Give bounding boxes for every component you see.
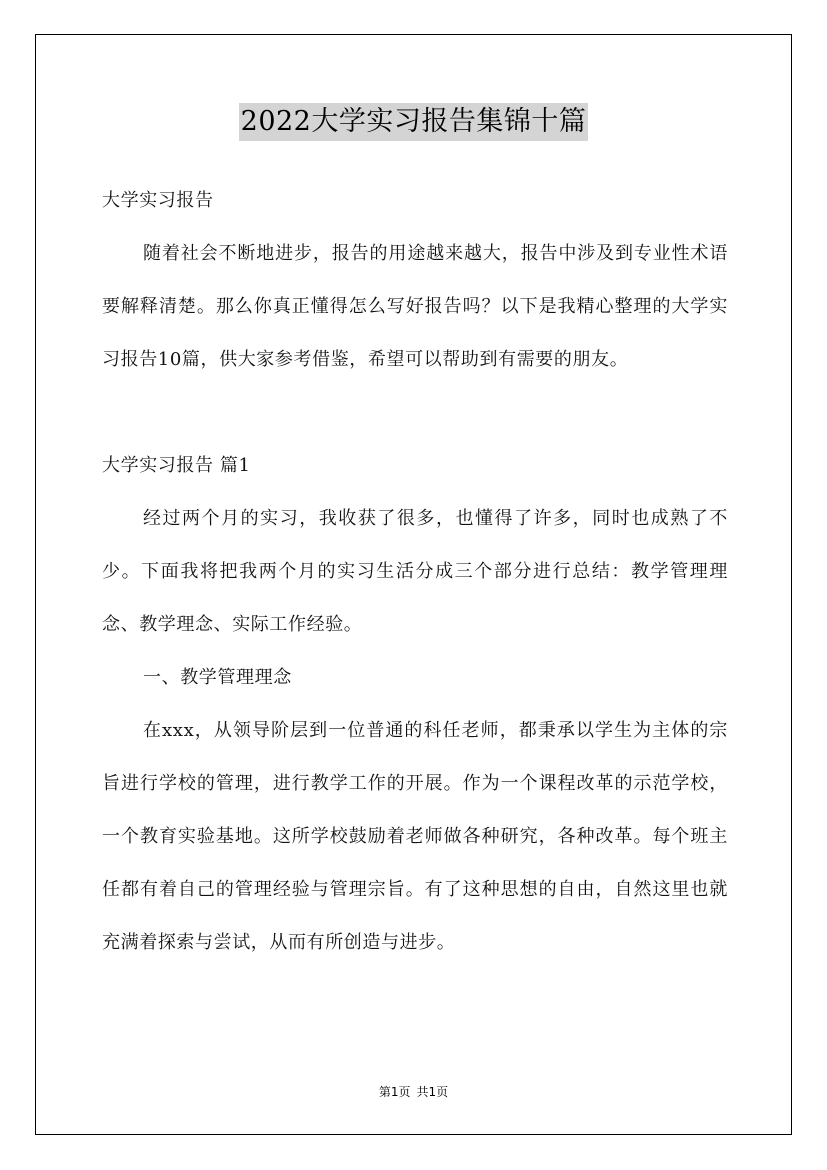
document-body [102, 174, 728, 969]
page-footer [0, 1083, 827, 1101]
section-heading: 大学实习报告 篇1 [102, 455, 251, 476]
document-title: 2022大学实习报告集锦十篇 [239, 103, 589, 141]
title-container [0, 103, 827, 141]
intro-paragraph: 随着社会不断地进步，报告的用途越来越大，报告中涉及到专业性术语要解释清楚。那么你真正懂得怎么写好报告吗？以下是我精心整理的大学实习报告10篇，供大家参考借鉴，希望可以帮助到有需要的朋友。 [102, 243, 728, 370]
page-number: 第1页 [378, 1085, 411, 1099]
subheading-teaching-management: 一、教学管理理念 [143, 667, 292, 688]
page-total: 共1页 [416, 1085, 449, 1099]
intro-heading: 大学实习报告 [102, 190, 214, 211]
section-paragraph-2: 在xxx，从领导阶层到一位普通的科任老师，都秉承以学生为主体的宗旨进行学校的管理，进行教学工作的开展。作为一个课程改革的示范学校，一个教育实验基地。这所学校鼓励着老师做各种研究，各种改革。每个班主任都有着自己的管理经验与管理宗旨。有了这种思想的自由，自然这里也就充满着探索与尝试，从而有所创造与进步。 [102, 720, 728, 953]
section-paragraph-1: 经过两个月的实习，我收获了很多，也懂得了许多，同时也成熟了不少。下面我将把我两个月的实习生活分成三个部分进行总结：教学管理理念、教学理念、实际工作经验。 [102, 508, 728, 635]
